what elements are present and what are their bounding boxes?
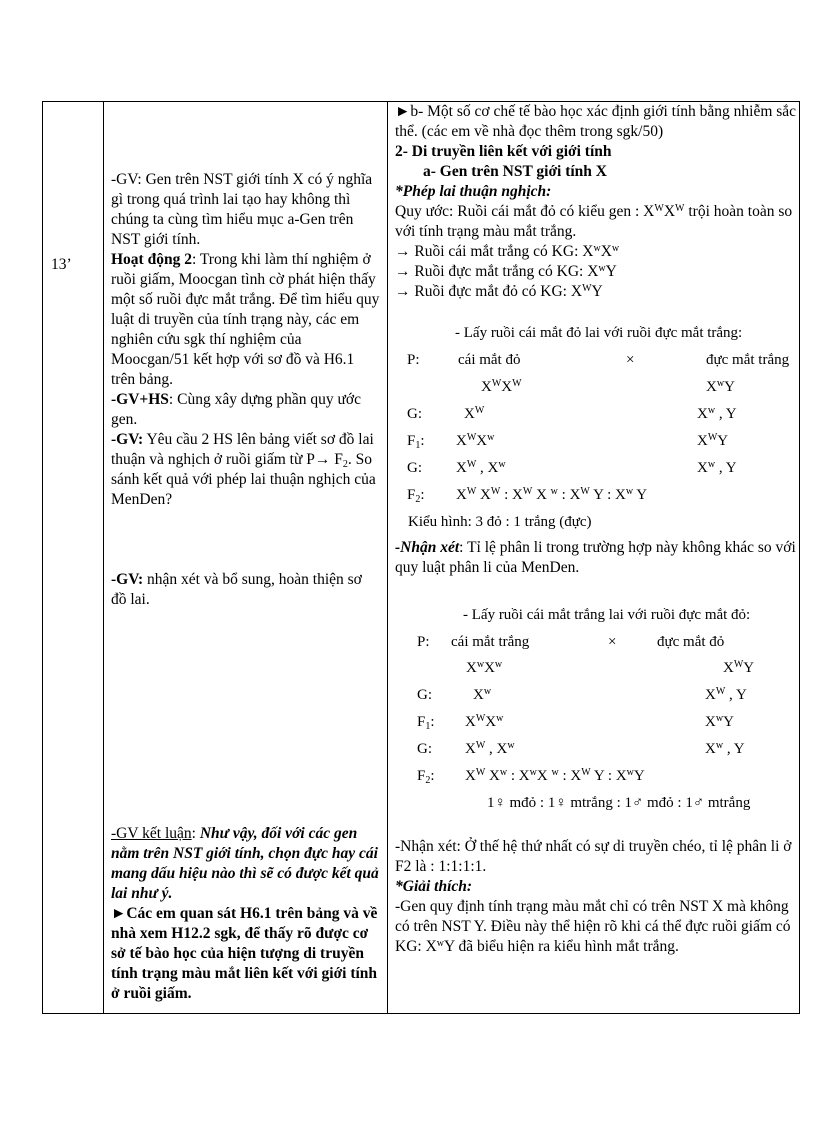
cross2-f1-female: $X^WX^w$ — [465, 713, 504, 730]
cross2-p-female-genotype: $X^wX^w$ — [466, 659, 503, 676]
gv-label: -GV: — [111, 431, 144, 448]
column-divider-2 — [387, 102, 388, 1013]
cross1-p-label: P: — [407, 352, 420, 368]
cross1-g2-female: $X^W$ , $X^w$ — [456, 459, 506, 476]
cross2-p-male: đực mắt đỏ — [657, 634, 725, 650]
gv-label: -GV — [111, 171, 138, 188]
teacher-conclusion — [111, 824, 381, 1004]
cross1-g2-male: $X^w$ , Y — [697, 459, 737, 476]
teacher-review — [111, 570, 381, 610]
explanation-text: -Gen quy định tính trạng màu mắt chỉ có trên NST X mà không có trên NST Y. Điều này thể hiện rõ khi cá thể đực ruồi giấm có KG: $X^wY$ đã biểu hiện ra kiểu hình mắt trắng. — [395, 898, 791, 955]
cross1-f1-male: $X^WY$ — [697, 432, 729, 449]
time-cell: 13’ — [51, 256, 72, 273]
cross1-heading: - Lấy ruồi cái mắt đỏ lai với ruồi đực mắt trắng: — [455, 325, 743, 341]
cross1-p-female: cái mắt đỏ — [458, 352, 521, 368]
rule-text: → Ruồi cái mắt trắng có KG: X — [395, 243, 594, 260]
arrow-glyph: → — [314, 451, 331, 468]
observation-text: : Tỉ lệ phân li trong trường hợp này không khác so với quy luật phân li của MenDen. — [395, 539, 796, 576]
gv-conclusion-label: -GV kết luận — [111, 825, 192, 842]
sup: W — [675, 203, 685, 214]
sup: w — [611, 243, 620, 254]
cross1-f1-label: $F_1$: — [407, 433, 425, 451]
rule-1 — [395, 242, 797, 262]
sup: w — [598, 263, 606, 274]
cross2-g2-male: $X^w$ , Y — [705, 740, 745, 757]
cross1-g-female: $X^W$ — [464, 405, 485, 422]
gv-request — [111, 430, 381, 510]
cross2-g-label: G: — [417, 687, 432, 703]
cross1-p-male: đực mắt trắng — [706, 352, 790, 368]
observation-label: -Nhận xét — [395, 539, 460, 556]
cross1-phenotype: Kiểu hình: 3 đỏ : 1 trắng (đực) — [408, 514, 592, 530]
explanation — [395, 877, 797, 957]
teacher-question — [111, 170, 381, 250]
cross1-g2-label: G: — [407, 460, 422, 476]
cross2-f2-label: $F_2$: — [417, 768, 435, 786]
observe-instruction: ►Các em quan sát H6.1 trên bảng và về nhà xem H12.2 sgk, để thấy rõ được cơ sở tế bào học của hiện tượng di truyền tính trạng màu mắt liên kết với giới tính ở ruồi giấm. — [111, 905, 378, 1002]
f-subscript: 2 — [342, 459, 348, 470]
convention — [395, 202, 797, 242]
cross1-p-male-genotype: $X^wY$ — [706, 378, 735, 395]
cross2-f2-genotypes: $X^W$ $X^w$ : $X^wX$ $^w$ : $X^W$ Y : $X^wY$ — [465, 767, 645, 784]
cross1-f2-label: $F_2$: — [407, 487, 425, 505]
cross2-g-male: $X^W$ , Y — [705, 686, 747, 703]
cross2-p-female: cái mắt trắng — [451, 634, 530, 650]
gv-hs-note — [111, 390, 381, 430]
cross2-f1-male: $X^wY$ — [705, 713, 734, 730]
gv-request-tail: . So sánh kết quả với phép lai thuận nghịch của MenDen? — [111, 451, 376, 508]
explanation-heading: *Giải thích: — [395, 878, 473, 895]
cross1-f2-genotypes: $X^W$ $X^W$ : $X^W$ X $^w$ : $X^W$ Y : $X^w$ Y — [456, 486, 648, 503]
rule-text: → Ruồi đực mắt đỏ có KG: X — [395, 283, 583, 300]
cross2-heading: - Lấy ruồi cái mắt trắng lai với ruồi đực mắt đỏ: — [463, 607, 751, 623]
convention-tail: trội hoàn toàn so với tính trạng màu mắt trắng. — [395, 203, 793, 240]
cross1-g-male: $X^w$ , Y — [697, 405, 737, 422]
section-2-heading: 2- Di truyền liên kết với giới tính — [395, 143, 612, 160]
sup: W — [654, 203, 664, 214]
teacher-activity-column — [111, 170, 381, 510]
y-letter: Y — [591, 283, 603, 300]
cross2-p-male-genotype: $X^WY$ — [723, 659, 755, 676]
gv-review-text: nhận xét và bổ sung, hoàn thiện sơ đồ lai. — [111, 571, 362, 608]
activity-2 — [111, 250, 381, 390]
lesson-table — [42, 101, 800, 1014]
cross2-g2-label: G: — [417, 741, 432, 757]
rule-3 — [395, 282, 797, 302]
gv-label: -GV: — [111, 571, 144, 588]
x-letter: X — [600, 243, 612, 260]
activity-heading: Hoạt động 2 — [111, 251, 192, 268]
cross2-g2-female: $X^W$ , $X^w$ — [465, 740, 515, 757]
cross2-phenotype: 1♀ mđỏ : 1♀ mtrắng : 1♂ mđỏ : 1♂ mtrắng — [487, 795, 751, 811]
rule-text: → Ruồi đực mắt trắng có KG: X — [395, 263, 599, 280]
f-label: F — [334, 451, 343, 468]
sup: W — [582, 283, 592, 294]
section-a-heading: a- Gen trên NST giới tính X — [423, 163, 607, 180]
activity-text: : Trong khi làm thí nghiệm ở ruồi giấm, Moocgan tình cờ phát hiện thấy một số ruồi đực mắt trắng. Để tìm hiểu quy luật di truyền của tính trạng này, các em nghiên cứu sgk thí nghiệm của Moocgan/51 kết hợp với sơ đồ và H6.1 trên bảng. — [111, 251, 380, 388]
rule-2 — [395, 262, 797, 282]
gv-question-text: : Gen trên NST giới tính X có ý nghĩa gì trong quá trình lai tạo hay không thì chúng ta cùng tìm hiểu mục a-Gen trên NST giới tính. — [111, 171, 373, 248]
cross2-times: × — [608, 634, 617, 650]
gv-hs-text: : Cùng xây dựng phần quy ước gen. — [111, 391, 361, 428]
cross1-f1-female: $X^WX^w$ — [456, 432, 495, 449]
gv-request-text: Yêu cầu 2 HS lên bảng viết sơ đồ lai thuận và nghịch ở ruồi giấm từ P — [111, 431, 374, 468]
cross1-g-label: G: — [407, 406, 422, 422]
cross2-g-female: $X^w$ — [473, 686, 492, 703]
gv-hs-label: -GV+HS — [111, 391, 169, 408]
b-section: ►b- Một số cơ chế tế bào học xác định giới tính bằng nhiễm sắc thể. (các em về nhà đọc thêm trong sgk/50) — [395, 103, 797, 140]
cross1-times: × — [626, 352, 635, 368]
conclusion-text: Như vậy, đối với các gen nằm trên NST giới tính, chọn đực hay cái mang dấu hiệu nào thì sẽ có được kết quả lai như ý. — [111, 825, 379, 902]
observation-1 — [395, 538, 797, 578]
y-letter: Y — [605, 263, 617, 280]
content-column — [395, 102, 797, 302]
x-letter: X — [663, 203, 676, 220]
cross1-p-female-genotype: $X^WX^W$ — [481, 378, 522, 395]
reciprocal-cross-heading: *Phép lai thuận nghịch: — [395, 183, 552, 200]
column-divider-1 — [103, 102, 104, 1013]
cross2-f1-label: $F_1$: — [417, 714, 435, 732]
convention-text: Quy ước: Ruồi cái mắt đỏ có kiểu gen : X — [395, 203, 655, 220]
cross2-p-label: P: — [417, 634, 430, 650]
observation-2: -Nhận xét: Ở thế hệ thứ nhất có sự di truyền chéo, tỉ lệ phân li ở F2 là : 1:1:1:1. — [395, 838, 792, 875]
colon: : — [191, 825, 200, 842]
sup: w — [593, 243, 601, 254]
